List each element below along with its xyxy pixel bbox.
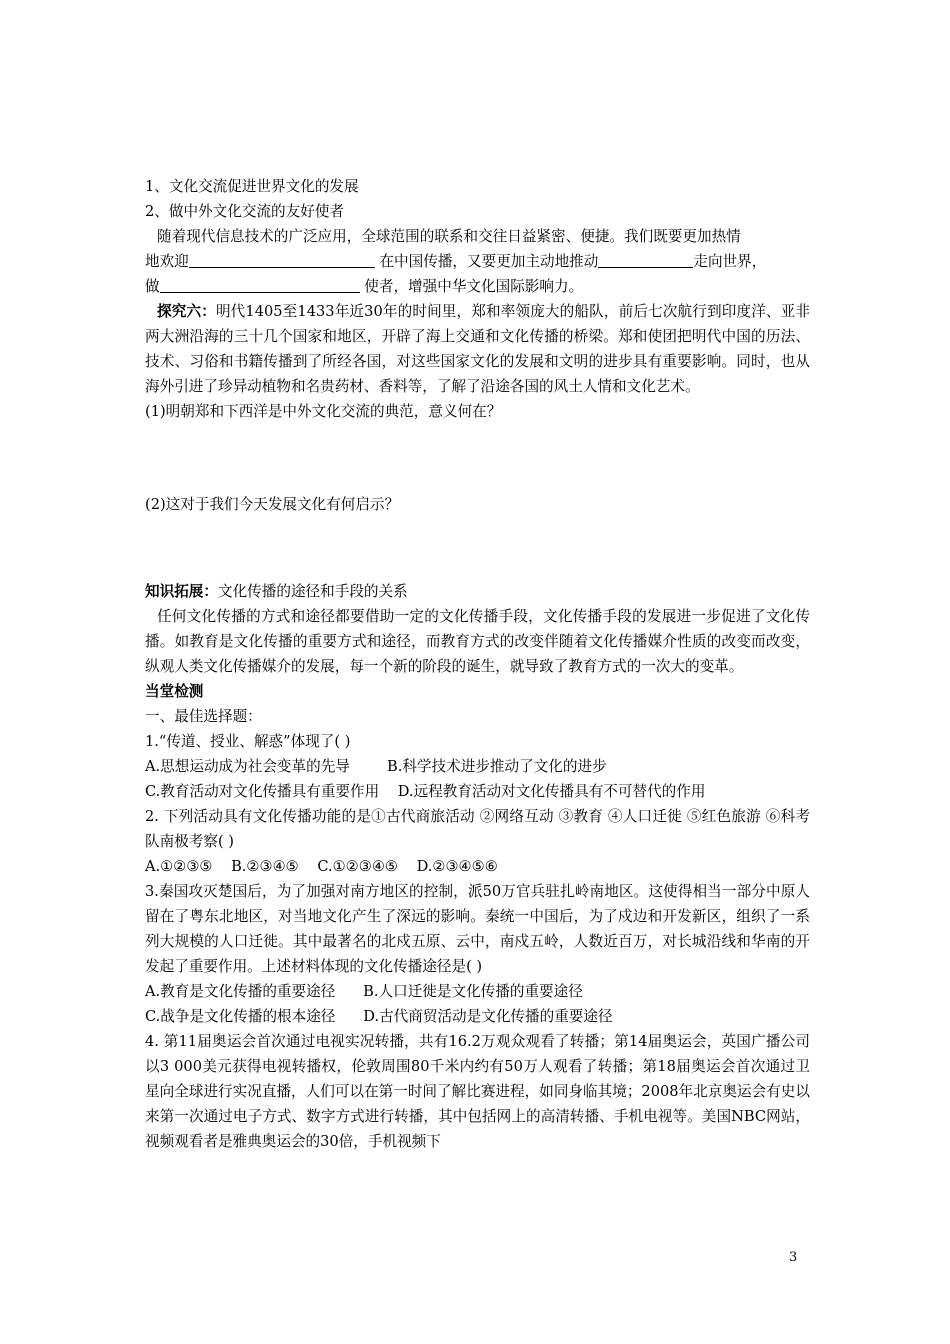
fill-blank-line-2 bbox=[145, 274, 810, 299]
inquiry-six bbox=[145, 299, 810, 399]
point-1: 1、文化交流促进世界文化的发展 bbox=[145, 178, 359, 195]
options-cd: C.战争是文化传播的根本途径 D.古代商贸活动是文化传播的重要途径 bbox=[145, 1008, 613, 1025]
text-segment: 走向世界， bbox=[693, 253, 767, 270]
text-segment: 使者，增强中华文化国际影响力。 bbox=[364, 278, 584, 295]
text-segment: 做 bbox=[145, 278, 160, 295]
answer-blank[interactable] bbox=[598, 251, 693, 268]
options-ab: A.思想运动成为社会变革的先导 B.科学技术进步推动了文化的进步 bbox=[145, 758, 607, 775]
page-number: 3 bbox=[789, 1250, 798, 1265]
test-heading: 当堂检测 bbox=[145, 683, 204, 700]
extension-title: 文化传播的途径和手段的关系 bbox=[217, 583, 408, 600]
extension-label: 知识拓展： bbox=[145, 583, 218, 600]
test-question-3: 3.秦国攻灭楚国后，为了加强对南方地区的控制，派50万官兵驻扎岭南地区。这使得相当一部分中原人留在了粤东北地区，对当地文化产生了深远的影响。秦统一中国后，为了戍边和开发新区，组织了一系列大规模的人口迁徙。其中最著名的北戍五原、云中，南戍五岭，人数近百万，对长城沿线和华南的开发起了重要作用。上述材料体现的文化传播途径是( ) bbox=[145, 883, 810, 975]
paragraph-line: 随着现代信息技术的广泛应用，全球范围的联系和交往日益紧密、便捷。我们既要更加热情 bbox=[157, 228, 741, 245]
section-heading: 一、最佳选择题： bbox=[145, 708, 262, 725]
test-question-2: 2. 下列活动具有文化传播功能的是①古代商旅活动 ②网络互动 ③教育 ④人口迁徙 ⑤红色旅游 ⑥科考队南极考察( ) bbox=[145, 808, 810, 850]
options-cd: C.教育活动对文化传播具有重要作用 D.远程教育活动对文化传播具有不可替代的作用 bbox=[145, 783, 706, 800]
point-2: 2、做中外文化交流的友好使者 bbox=[145, 203, 345, 220]
text-segment: 地欢迎 bbox=[145, 253, 189, 270]
extension-paragraph: 任何文化传播的方式和途径都要借助一定的文化传播手段，文化传播手段的发展进一步促进了文化传播。如教育是文化传播的重要方式和途径，而教育方式的改变伴随着文化传播媒介性质的改变而改变，纵观人类文化传播媒介的发展，每一个新的阶段的诞生，就导致了教育方式的一次大的变革。 bbox=[145, 608, 810, 675]
text-segment: 在中国传播，又要更加主动地推动 bbox=[379, 253, 599, 270]
answer-space[interactable] bbox=[145, 517, 810, 579]
question-2-options: A.①②③⑤ B.②③④⑤ C.①②③④⑤ D.②③④⑤⑥ bbox=[145, 858, 498, 875]
inquiry-text: 明代1405至1433年近30年的时间里，郑和率领庞大的船队，前后七次航行到印度洋、亚非两大洲沿海的三十几个国家和地区，开辟了海上交通和文化传播的桥梁。郑和使团把明代中国的历法、技术、习俗和书籍传播到了所经各国，对这些国家文化的发展和文明的进步具有重要影响。同时，也从海外引进了珍异动植物和名贵药材、香料等，了解了沿途各国的风土人情和文化艺术。 bbox=[145, 303, 810, 395]
question-1: (1)明朝郑和下西洋是中外文化交流的典范，意义何在？ bbox=[145, 403, 502, 420]
inquiry-label: 探究六： bbox=[157, 303, 216, 320]
answer-blank[interactable] bbox=[189, 251, 375, 268]
question-2: (2)这对于我们今天发展文化有何启示？ bbox=[145, 496, 400, 513]
answer-blank[interactable] bbox=[160, 276, 360, 293]
test-question-1: 1.“传道、授业、解惑”体现了( ) bbox=[145, 733, 351, 750]
test-question-4: 4. 第11届奥运会首次通过电视实况转播，共有16.2万观众观看了转播；第14届奥运会，英国广播公司以3 000美元获得电视转播权，伦敦周围80千米内约有50万人观看了转播；第18届奥运会首次通过卫星向全球进行实况直播，人们可以在第一时间了解比赛进程，如同身临其境；2008年北京奥运会有史以来第一次通过电子方式、数字方式进行转播，其中包括网上的高清转播、手机电视等。美国NBC网站，视频观看者是雅典奥运会的30倍，手机视频下 bbox=[145, 1033, 810, 1150]
options-ab: A.教育是文化传播的重要途径 B.人口迁徙是文化传播的重要途径 bbox=[145, 983, 583, 1000]
knowledge-extension-heading bbox=[145, 579, 810, 604]
page-content bbox=[145, 174, 810, 1154]
answer-space[interactable] bbox=[145, 424, 810, 492]
fill-blank-line-1 bbox=[145, 249, 810, 274]
